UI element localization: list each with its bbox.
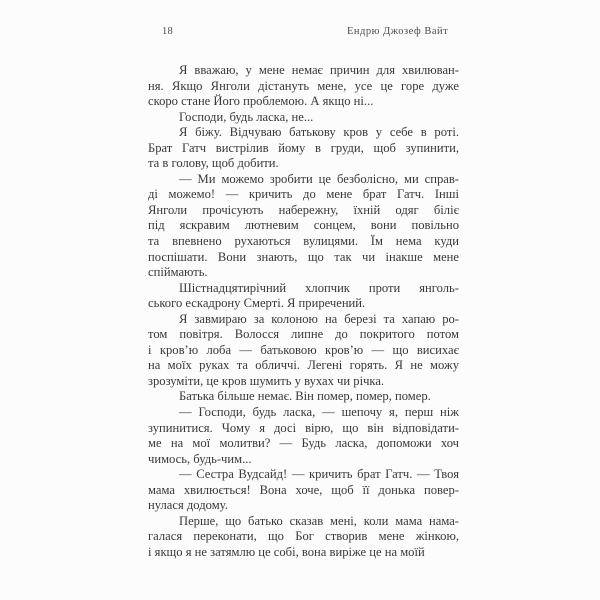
running-title: Ендрю Джозеф Вайт [347,26,449,37]
text-line: зупинитися. Чому я досі вірю, що він відповідати- [148,420,459,435]
text-line: — Сестра Вудсайд! — кричить брат Гатч. — Твоя [179,467,459,482]
text-line: мама хвилюється! Вона хоче, щоб її донька повер- [148,482,459,497]
paragraph [148,110,459,126]
paragraph [148,63,459,110]
text-line: Шістнадцятирічний хлопчик проти янголь- [179,280,459,295]
text-line: нулася додому. [148,498,228,513]
page-number: 18 [162,26,174,37]
text-line: том повітря. Волосся липне до покритого потом [148,327,459,342]
text-line: під яскравим лютневим сонцем, вони повільно [148,218,459,233]
text-line: спіймають. [148,265,208,280]
text-line: скоро стане Його проблемою. А якщо ні... [148,94,374,109]
paragraph [148,514,459,561]
paragraph [148,125,459,172]
text-line: ді можемо! — кричить до мене брат Гатч. Інші [148,187,459,202]
text-line: Я вважаю, у мене немає причин для хвилюван- [179,63,459,77]
text-line: Янголи прочісують набережну, їхній одяг біліє [148,202,459,217]
text-line: Брат Гатч вистрілив йому в груди, щоб зупинити, [148,140,459,155]
text-line: поспішати. Вони знають, що так чи інакше мене [148,249,459,264]
text-line: та впевнено рухаються вулицями. Їм нема куди [148,234,459,249]
text-line: — Господи, будь ласка, — шепочу я, перш ніж [179,405,459,420]
paragraph [148,281,459,312]
text-line: Господи, будь ласка, не... [179,109,314,124]
text-line: ського ескадрону Смерті. Я приречений. [148,296,366,311]
text-line: Я біжу. Відчуваю батькову кров у себе в роті. [179,125,459,140]
text-line: і якщо я не затямлю це собі, вона виріже це на моїй [148,544,425,559]
text-line: Перше, що батько сказав мені, коли мама нама- [179,513,459,528]
text-line: та в голову, щоб добити. [148,156,279,171]
text-line: ня. Якщо Янголи дістануть мене, усе це горе дуже [148,78,459,93]
paragraph [148,389,459,405]
text-line: — Ми можемо зробити це безболісно, ми справ- [179,171,459,186]
text-line: Батька більше немає. Він помер, помер, помер. [179,389,431,404]
paragraph [148,467,459,514]
text-line: і кров’ю лоба — батьковою кров’ю — що висихає [148,342,459,357]
paragraph [148,172,459,281]
paragraph [148,405,459,467]
paragraph [148,312,459,390]
text-line: зрозуміти, це кров шумить у вухах чи річка. [148,373,385,388]
text-line: ме на мої молитви? — Будь ласка, допоможи хоч [148,436,459,451]
body-text [148,63,459,561]
text-line: чимось, будь-чим... [148,451,252,466]
text-line: Я завмираю за колоною на березі та хапаю ро- [179,311,459,326]
text-line: на моїх руках та обличчі. Легені горять. Я не можу [148,358,459,373]
text-line: галася переконати, що Бог створив мене жінкою, [148,529,459,544]
